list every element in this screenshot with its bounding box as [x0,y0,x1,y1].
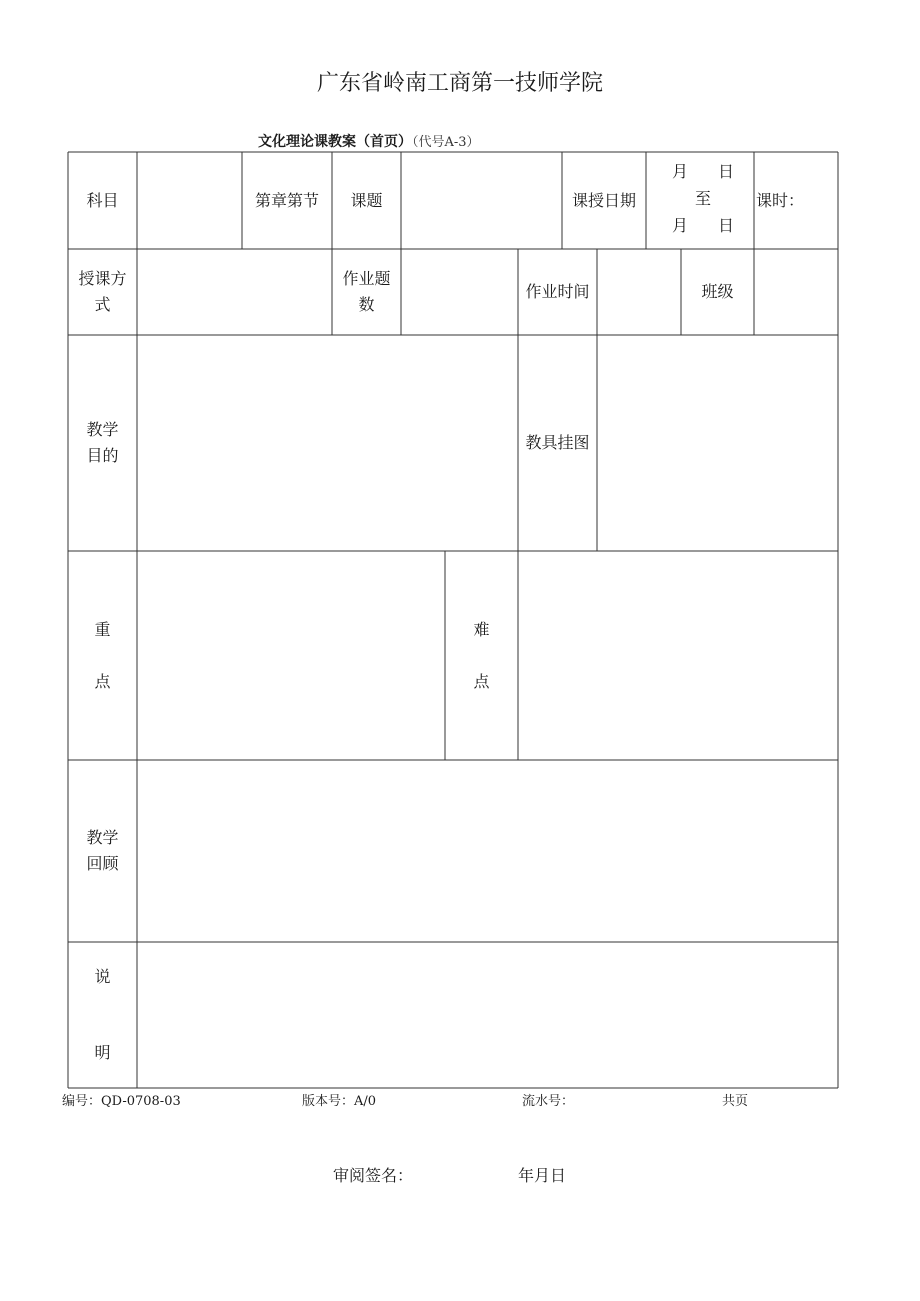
key-points-label [68,551,137,760]
difficult-points-field[interactable] [518,551,838,760]
teaching-objective-label [68,335,137,551]
class-field[interactable] [754,249,838,335]
date-to-separator: 至 [694,189,711,208]
date-from-month: 月 [672,162,689,181]
teaching-objective-field[interactable] [137,335,518,551]
key-points-label-line2: 点 [94,671,111,691]
serial-number: 流水号： [522,1094,575,1109]
teaching-review-field[interactable] [137,760,838,942]
version-number: 版本号：A/0 [302,1094,377,1109]
teaching-review-label-line1: 教学 [86,828,119,848]
teaching-method-field[interactable] [137,249,332,335]
subject-field[interactable] [137,152,242,249]
difficult-points-label [445,551,518,760]
notes-label-line1: 说 [94,967,111,986]
teaching-method-label [68,249,137,335]
homework-count-label [332,249,401,335]
teaching-aids-label: 教具挂图 [525,433,590,453]
document-number: 编号：QD-0708-03 [62,1094,181,1109]
date-to-day: 日 [717,216,734,235]
difficult-points-label-line2: 点 [473,671,490,691]
teaching-objective-label-line2: 目的 [86,446,119,465]
homework-time-label: 作业时间 [525,282,590,302]
homework-count-label-line1: 作业题 [342,269,391,289]
date-to-month: 月 [672,216,689,235]
topic-label: 课题 [350,190,383,210]
teaching-objective-label-line1: 教学 [86,420,119,440]
notes-field[interactable] [137,942,838,1088]
homework-count-label-line2: 数 [358,295,375,314]
difficult-points-label-line1: 难 [473,619,490,639]
page-count: 共页 [722,1094,749,1109]
subject-label: 科目 [86,190,119,210]
institution-title: 广东省岭南工商第一技师学院 [316,71,603,96]
notes-label-line2: 明 [94,1043,111,1062]
topic-field[interactable] [401,152,562,249]
class-label: 班级 [701,282,734,302]
teaching-method-label-line2: 式 [94,295,111,314]
teaching-review-label [68,760,137,942]
date-from-day: 日 [717,162,734,181]
homework-count-field[interactable] [401,249,518,335]
teaching-method-label-line1: 授课方 [78,269,127,289]
review-signature-label: 审阅签名： [333,1166,414,1185]
review-date-label: 年月日 [518,1166,567,1185]
teaching-review-label-line2: 回顾 [86,854,119,873]
notes-label [68,942,137,1088]
key-points-label-line1: 重 [94,619,111,639]
form-code: （代号A-3） [412,135,480,150]
form-title: 文化理论课教案（首页） [258,134,412,150]
class-hours-label: 课时： [756,190,805,210]
key-points-field[interactable] [137,551,445,760]
homework-time-field[interactable] [597,249,681,335]
chapter-section-label: 第章第节 [254,190,319,210]
lesson-date-range[interactable] [672,158,734,239]
teaching-aids-field[interactable] [597,335,838,551]
lesson-date-label: 课授日期 [571,190,636,210]
